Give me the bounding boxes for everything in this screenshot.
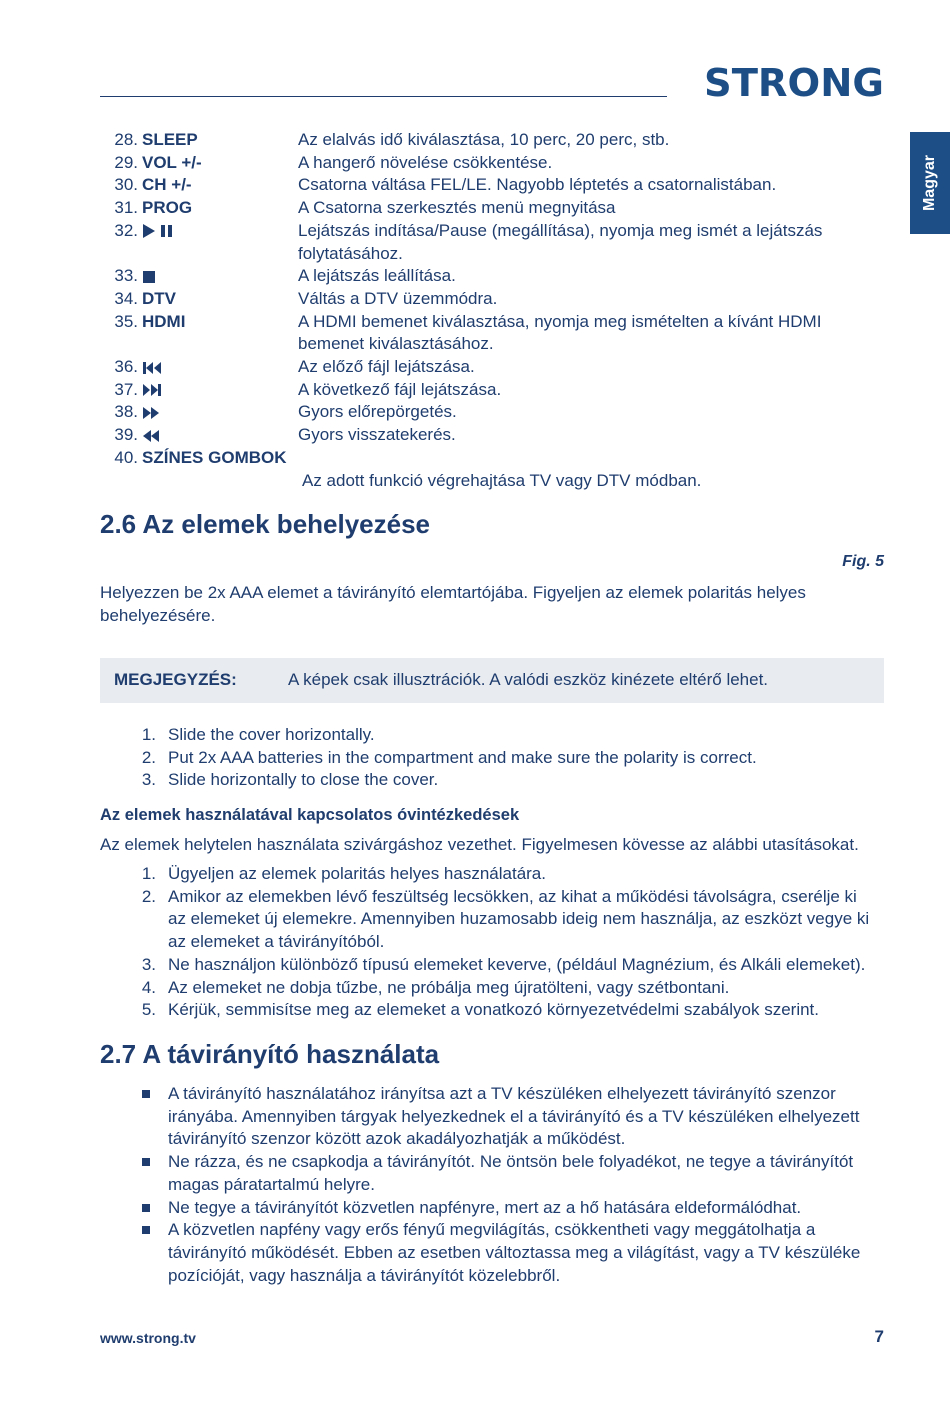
key-number: 40. [114, 447, 138, 467]
precautions-list [100, 863, 870, 1022]
list-item [100, 769, 870, 792]
list-text: Az elemeket ne dobja tűzbe, ne próbálja meg újratölteni, vagy szétbontani. [168, 977, 730, 997]
list-item [100, 977, 870, 1000]
key-number: 29. [114, 152, 138, 172]
key-name: VOL +/- [142, 152, 202, 172]
key-number: 32. [114, 220, 138, 240]
strong-logo [704, 60, 886, 104]
bullet-square-icon [100, 1197, 168, 1220]
list-number: 4. [141, 977, 156, 997]
key-symbol [142, 379, 298, 402]
list-number: 3. [141, 954, 156, 974]
figure-label: Fig. 5 [842, 553, 884, 570]
rewind-icon [142, 429, 160, 443]
key-row [100, 152, 880, 175]
previous-icon [142, 361, 162, 375]
key-row [100, 288, 880, 311]
footer-url[interactable]: www.strong.tv [100, 1330, 196, 1346]
list-item [100, 863, 870, 886]
key-number: 39. [114, 425, 138, 445]
key-row [100, 356, 880, 379]
bullet-text: Ne rázza, és ne csapkodja a távirányítót. Ne öntsön bele folyadékot, ne tegye a távirányítót magas páratartalmú helyre. [168, 1152, 854, 1194]
key-symbol [142, 424, 298, 447]
battery-intro: Helyezzen be 2x AAA elemet a távirányító elemtartójába. Figyeljen az elemek polaritás helyes behelyezésére. [100, 583, 806, 625]
battery-steps [100, 724, 870, 792]
key-row [100, 129, 880, 152]
key-description: Csatorna váltása FEL/LE. Nagyobb léptetés a csatornalistában. [298, 175, 777, 195]
key-description: Gyors előrepörgetés. [298, 402, 457, 422]
key-name: HDMI [142, 311, 186, 331]
key-name: SLEEP [142, 130, 198, 149]
next-icon [142, 383, 162, 397]
key-row [100, 197, 880, 220]
list-text: Kérjük, semmisítse meg az elemeket a vonatkozó környezetvédelmi szabályok szerint. [168, 1000, 819, 1020]
key-row [100, 424, 880, 447]
language-tab [910, 132, 950, 234]
bullet-item [100, 1083, 870, 1151]
section-title-batteries: 2.6 Az elemek behelyezése [100, 509, 431, 539]
key-number: 31. [114, 198, 138, 218]
key-number: 35. [114, 311, 138, 331]
note-label: MEGJEGYZÉS: [114, 670, 237, 690]
key-description: A Csatorna szerkesztés menü megnyitása [298, 198, 616, 218]
bullet-item [100, 1219, 870, 1287]
bullet-item [100, 1197, 870, 1220]
key-description: A HDMI bemenet kiválasztása, nyomja meg ismételten a kívánt HDMI bemenet kiválasztásához. [298, 311, 822, 354]
key-description: Az előző fájl lejátszása. [298, 357, 475, 377]
key-symbol [142, 265, 298, 288]
section-title-remote-usage: 2.7 A távirányító használata [100, 1039, 440, 1069]
language-tab-label: Magyar [921, 154, 938, 212]
brand-logo-text: STRONG [704, 61, 884, 104]
page-number: 7 [874, 1327, 884, 1346]
list-text: Ügyeljen az elemek polaritás helyes használatára. [168, 864, 546, 883]
list-item [100, 954, 870, 977]
key-description: Lejátszás indítása/Pause (megállítása), nyomja meg ismét a lejátszás folytatásához. [298, 220, 823, 263]
list-number: 2. [141, 747, 156, 767]
list-text: Slide horizontally to close the cover. [168, 770, 439, 790]
list-item [100, 886, 870, 954]
list-text: Amikor az elemekben lévő feszültség lecsökken, az kihat a működési távolságra, cserélje ki az elemeket új elemekre. Amennyiben huzamosabb ideig nem használja, az eszközt vegye ki az elemeket a távirányítóból. [168, 886, 870, 952]
key-row [100, 447, 880, 470]
bullet-text: A távirányító használatához irányítsa azt a TV készüléken elhelyezett távirányító szenzor irányába. Amennyiben tárgyak helyezkednek el a távirányító és a TV készüléken elhelyezett távirányító szenzor között azok akadályozhatják a működést. [168, 1084, 860, 1149]
key-description: Váltás a DTV üzemmódra. [298, 288, 498, 308]
key-symbol [142, 220, 298, 265]
list-number: 5. [141, 1000, 156, 1020]
key-row [100, 174, 880, 197]
list-number: 1. [141, 725, 156, 744]
key-symbol [142, 356, 298, 379]
precautions-heading: Az elemek használatával kapcsolatos óvintézkedések [100, 806, 520, 824]
list-text: Ne használjon különböző típusú elemeket keverve, (például Magnézium, és Alkáli elemeket). [168, 954, 866, 974]
remote-usage-list [100, 1083, 870, 1287]
key-row [100, 220, 880, 265]
bullet-square-icon [100, 1219, 168, 1287]
key-number: 36. [114, 357, 138, 377]
key-row [100, 379, 880, 402]
list-item [100, 999, 870, 1022]
key-name: SZÍNES GOMBOK [142, 447, 287, 467]
key-description: Gyors visszatekerés. [298, 425, 456, 445]
fast-forward-icon [142, 406, 160, 420]
list-number: 1. [141, 864, 156, 883]
bullet-item [100, 1151, 870, 1196]
list-number: 2. [141, 886, 156, 906]
key-row [100, 311, 880, 356]
list-text: Slide the cover horizontally. [168, 725, 375, 744]
list-number: 3. [141, 770, 156, 790]
key-number: 38. [114, 402, 138, 422]
key-name: PROG [142, 198, 193, 218]
list-text: Put 2x AAA batteries in the compartment and make sure the polarity is correct. [168, 747, 757, 767]
note-box [100, 658, 884, 703]
key-number: 30. [114, 175, 138, 195]
key-row [100, 401, 880, 424]
precautions-intro: Az elemek helytelen használata szivárgáshoz vezethet. Figyelmesen kövesse az alábbi utasításokat. [100, 835, 859, 854]
bullet-square-icon [100, 1151, 168, 1196]
stop-icon [142, 270, 156, 284]
header-rule [100, 96, 667, 97]
list-item [100, 724, 870, 747]
bullet-square-icon [100, 1083, 168, 1151]
bullet-text: A közvetlen napfény vagy erős fényű megvilágítás, csökkentheti vagy meggátolhatja a távirányító működését. Ebben az esetben változtassa meg a világítást, vagy a TV készüléke pozícióját, vagy használja a távirányítót közelebbről. [168, 1220, 861, 1285]
key-description: Az adott funkció végrehajtása TV vagy DTV módban. [302, 470, 702, 490]
key-description: A következő fájl lejátszása. [298, 379, 502, 399]
note-text: A képek csak illusztrációk. A valódi eszköz kinézete eltérő lehet. [288, 670, 769, 690]
bullet-text: Ne tegye a távirányítót közvetlen napfényre, mert az a hő hatására eldeformálódhat. [168, 1197, 802, 1217]
key-number: 37. [114, 379, 138, 399]
key-description: A lejátszás leállítása. [298, 266, 456, 286]
key-symbol [142, 401, 298, 424]
key-name: CH +/- [142, 175, 192, 195]
remote-key-list [100, 129, 880, 492]
key-number: 33. [114, 266, 138, 286]
key-number: 28. [114, 130, 138, 149]
key-description: Az elalvás idő kiválasztása, 10 perc, 20 perc, stb. [298, 130, 670, 149]
play-pause-icon [142, 224, 174, 238]
list-item [100, 747, 870, 770]
key-description: A hangerő növelése csökkentése. [298, 152, 553, 172]
key-number: 34. [114, 288, 138, 308]
key-row [100, 265, 880, 288]
key-name: DTV [142, 288, 176, 308]
